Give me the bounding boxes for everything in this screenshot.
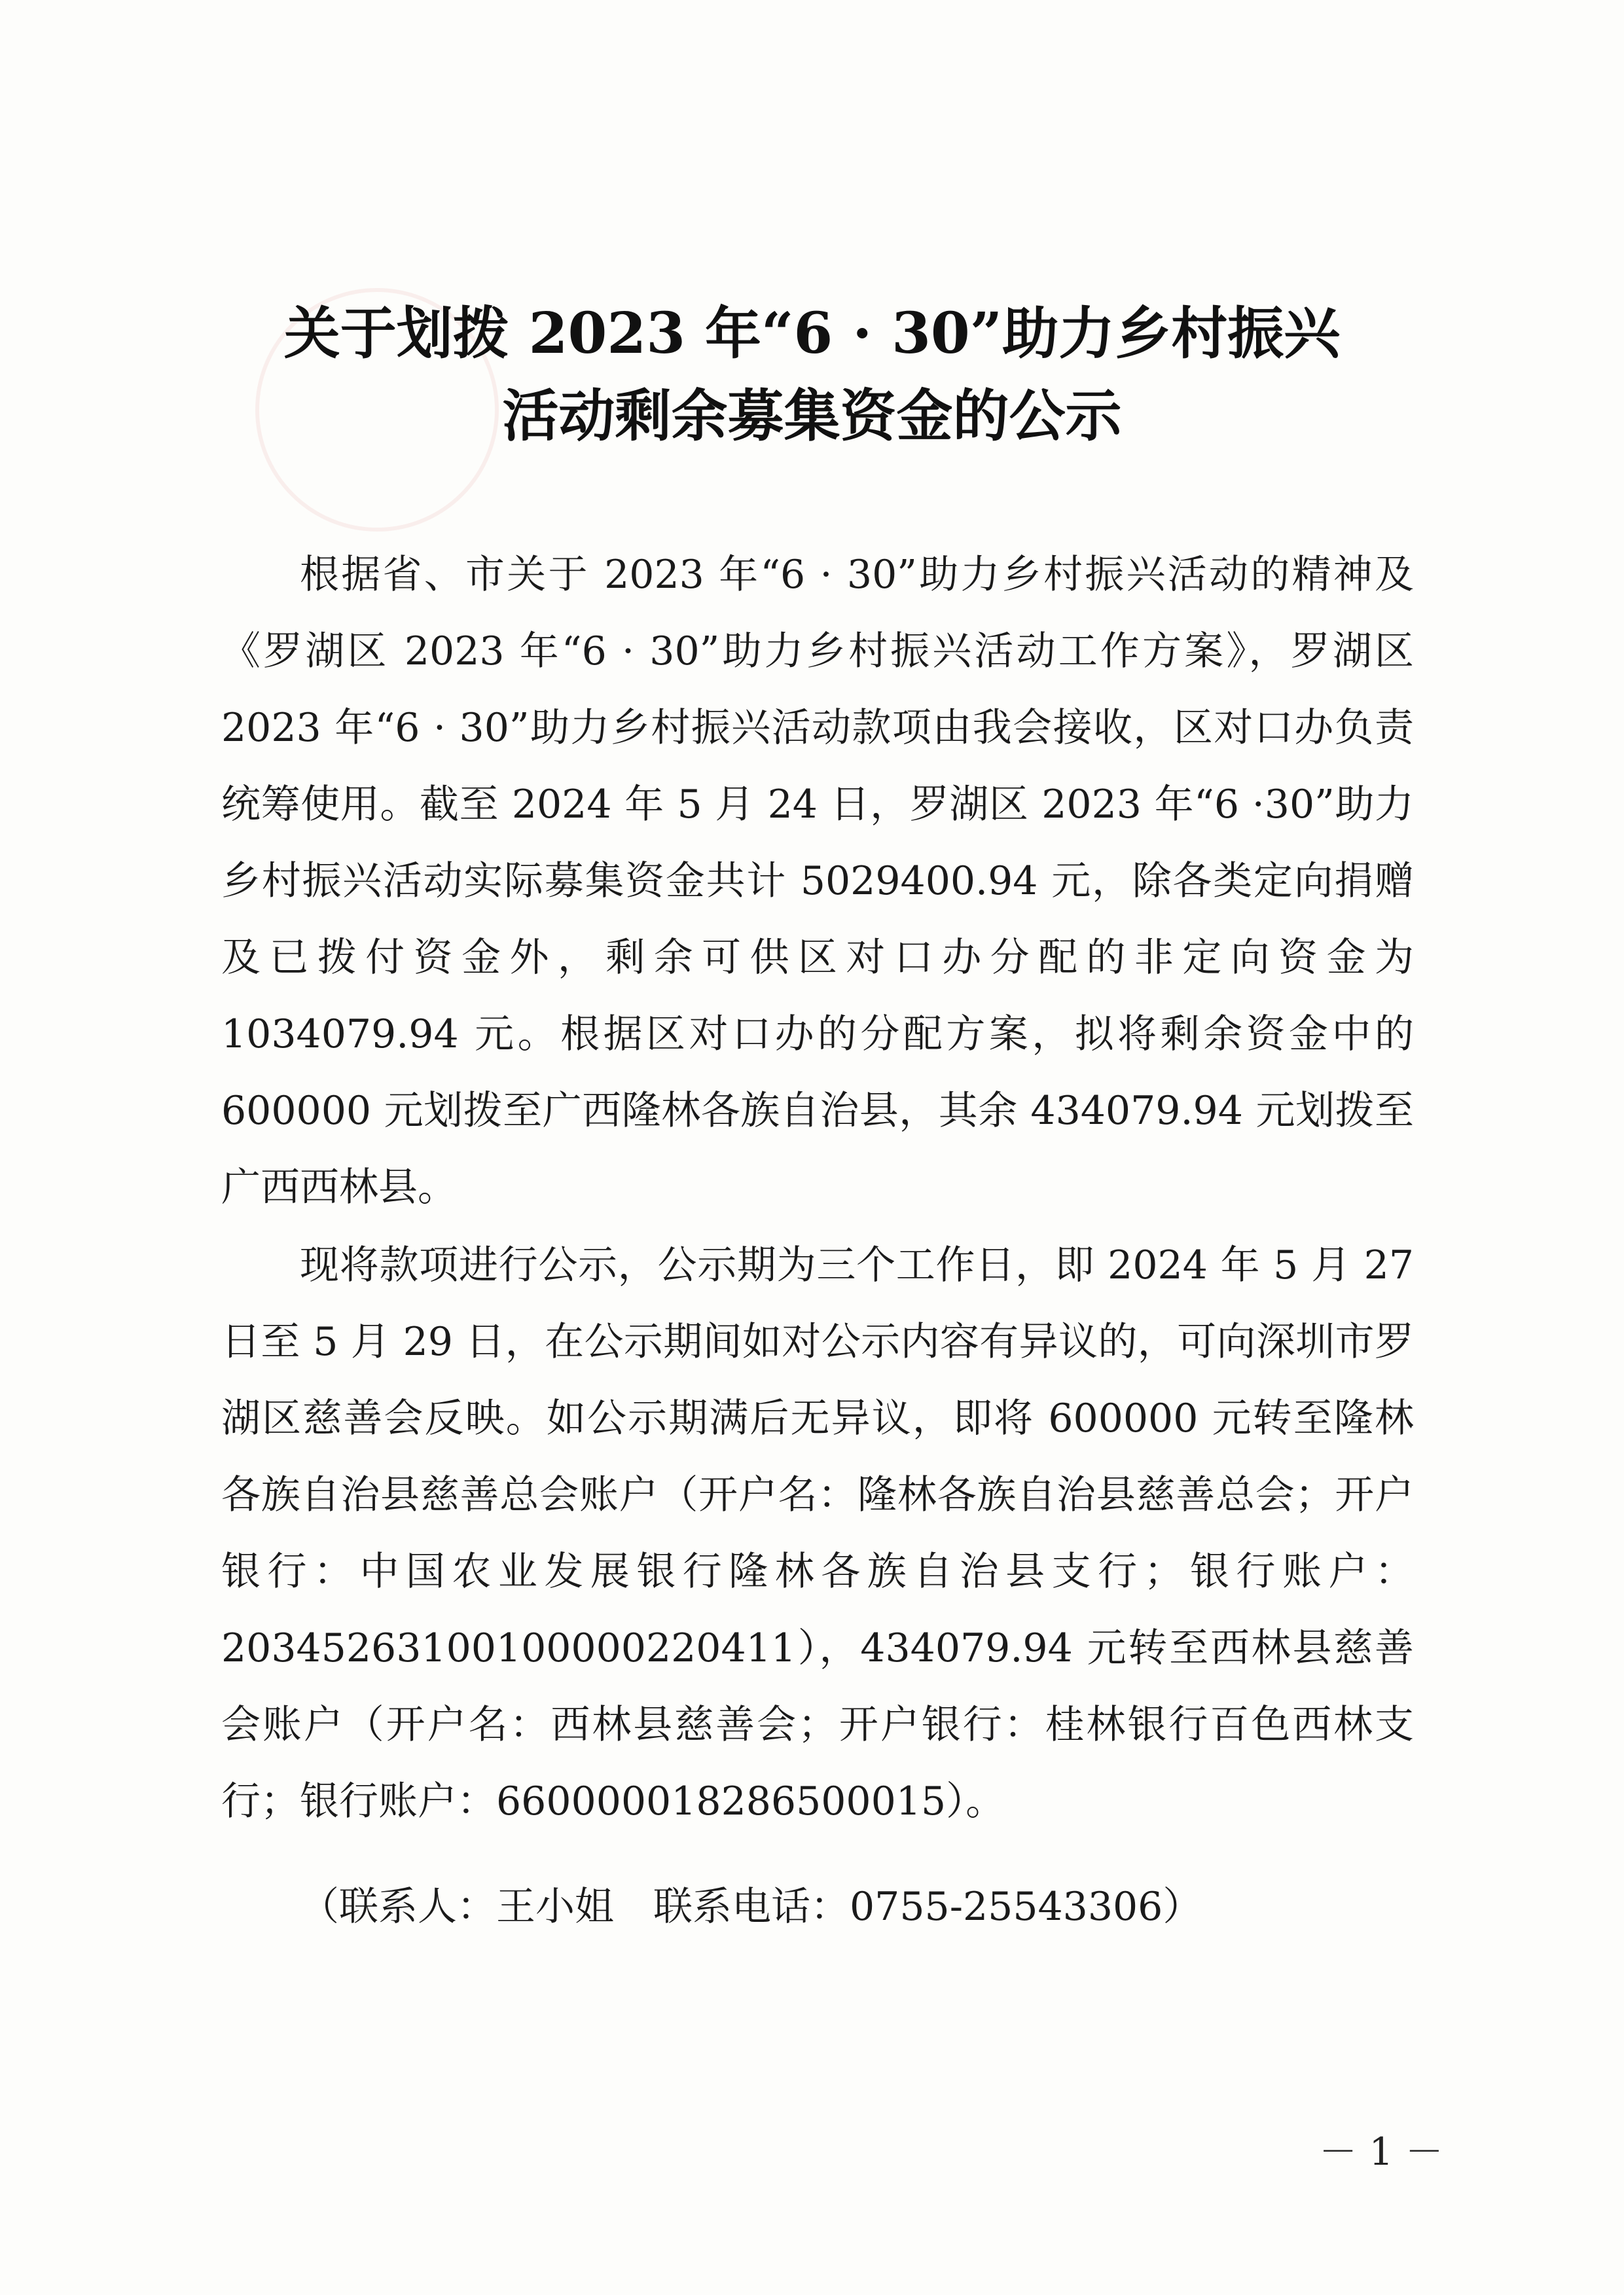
title-line-1: 关于划拨 2023 年“6 · 30”助力乡村振兴 [283, 300, 1341, 367]
page-number: － 1 － [1319, 2129, 1443, 2174]
contact-info: （联系人：王小姐 联系电话：0755-25543306） [300, 1884, 1202, 1930]
body-paragraph-1: 根据省、市关于 2023 年“6 · 30”助力乡村振兴活动的精神及《罗湖区 2023 年“6 · 30”助力乡村振兴活动工作方案》，罗湖区 2023 年“6 · 30”助力乡村振兴活动款项由我会接收，区对口办负责统筹使用。截至 2024 年 5 月 24 日，罗湖区 2023 年“6 ·30”助力乡村振兴活动实际募集资金共计 5029400.94 元，除各类定向捐赠及已拨付资金外，剩余可供区对口办分配的非定向资金为 1034079.94 元。根据区对口办的分配方案，拟将剩余资金中的 600000 元划拨至广西隆林各族自治县，其余 434079.94 元划拨至广西西林县。 [221, 552, 1414, 1210]
body-paragraph-2: 现将款项进行公示，公示期为三个工作日，即 2024 年 5 月 27 日至 5 月 29 日，在公示期间如对公示内容有异议的，可向深圳市罗湖区慈善会反映。如公示期满后无异议，即将 600000 元转至隆林各族自治县慈善总会账户（开户名：隆林各族自治县慈善总会；开户银行：中国农业发展银行隆林各族自治县支行；银行账户：20345263100100000220411），434079.94 元转至西林县慈善会账户（开户名：西林县慈善会；开户银行：桂林银行百色西林支行；银行账户：660000018286500015）。 [221, 1242, 1414, 1824]
title-line-2: 活动剩余募集资金的公示 [502, 383, 1122, 449]
